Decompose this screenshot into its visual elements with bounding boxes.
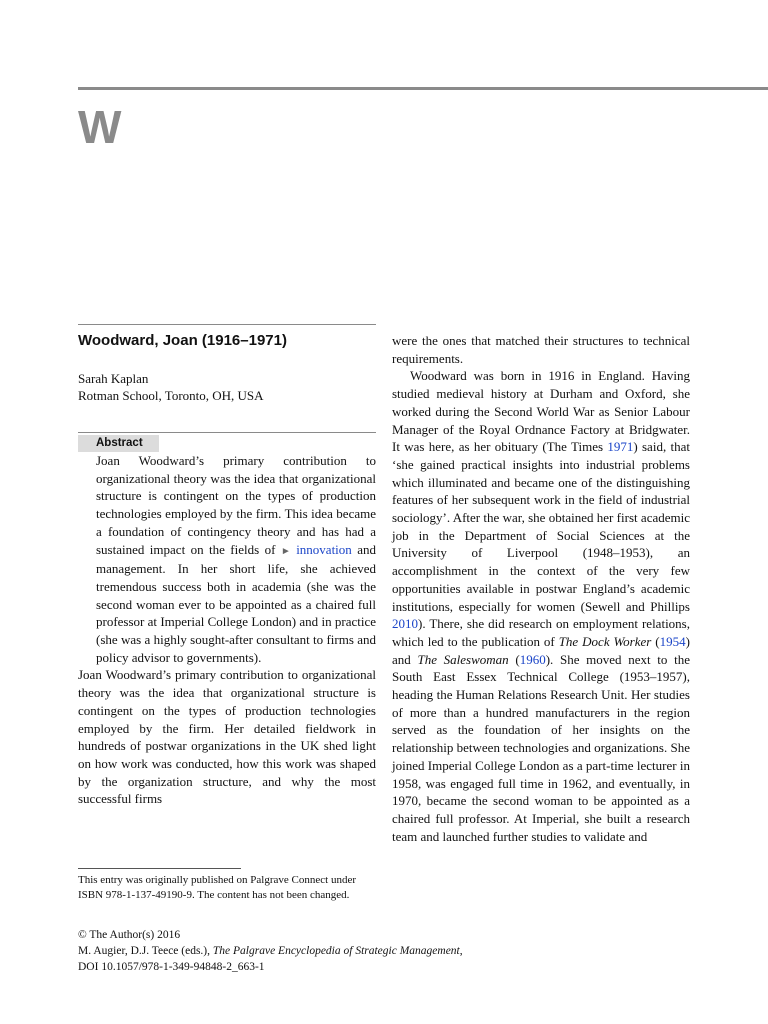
author-name: Sarah Kaplan: [78, 371, 149, 386]
footnote: This entry was originally published on Palgrave Connect under ISBN 978-1-137-49190-9. The content has not been changed.: [78, 874, 356, 901]
body-paragraph-1: Joan Woodward’s primary contribution to organizational theory was the idea that organizational structure is contingent on the types of production technologies employed by the firm. Her detailed fieldwork in hundreds of postwar organizations in the UK shed light on how work was conducted, how this work was shaped by the organization structure, and why the most successful firms: [78, 667, 376, 807]
copyright-line: © The Author(s) 2016: [78, 929, 181, 941]
entry-title: Woodward, Joan (1916–1971): [78, 332, 287, 349]
author-affiliation: Rotman School, Toronto, OH, USA: [78, 388, 264, 403]
book-title-saleswoman: The Saleswoman: [417, 651, 509, 667]
citation-link-2010[interactable]: 2010: [392, 616, 418, 632]
innovation-link[interactable]: innovation: [296, 541, 352, 557]
header-rule: [78, 87, 768, 90]
copyright-block: [78, 927, 718, 975]
doi-line: DOI 10.1057/978-1-349-94848-2_663-1: [78, 961, 265, 973]
title-rule: [78, 324, 376, 325]
right-column: [392, 332, 690, 845]
footnote-rule: [78, 868, 241, 869]
abstract-label: Abstract: [78, 435, 159, 452]
citation-link-1954[interactable]: 1954: [659, 633, 686, 649]
link-arrow-icon: ►: [280, 545, 291, 557]
section-letter: W: [78, 101, 121, 153]
body-paragraph-2: Woodward was born in 1916 in England. Having studied medieval history at Durham and Oxford, she worked during the Second World War as Senior Labour Manager of the Royal Ordnance Factory at Bridgwater. It was here, as her obituary (The Times 1971) said, that ‘she gained practical insights into industrial problems which illuminated and became one of the distinguishing features of her subsequent work in the field of industrial sociology’. After the war, she obtained her first academic job in the Department of Social Sciences at the University of Liverpool (1948–1953), an accomplishment in the context of the very few opportunities available in postwar England’s academic institutions, especially for women (Sewell and Phillips 2010). There, she did research on employment relations, which led to the publication of The Dock Worker (1954) and The Saleswoman (1960). She moved next to the South East Essex Technical College (1953–1957), heading the Human Relations Research Unit. Her studies of more than a hundred manufacturers in the region served as the foundation of her insights on the relationship between technologies and organizations. She joined Imperial College London as a part-time lecturer in 1958, was engaged full time in 1962, and eventually, in 1970, became the second woman to be appointed as a chaired full professor. At Imperial, she built a research team and launched further studies to validate and: [392, 368, 690, 844]
book-title-encyclopedia: The Palgrave Encyclopedia of Strategic Management: [212, 945, 460, 957]
citation-link-1960[interactable]: 1960: [519, 651, 546, 667]
body-paragraph-1-continued: were the ones that matched their structures to technical requirements.: [392, 333, 690, 366]
citation-line: M. Augier, D.J. Teece (eds.), The Palgrave Encyclopedia of Strategic Management,: [78, 945, 463, 957]
book-title-dock-worker: The Dock Worker: [558, 633, 652, 649]
author-block: [78, 370, 376, 404]
abstract-text: Joan Woodward’s primary contribution to organizational theory was the idea that organizational structure is contingent on the types of production technologies employed by the firm. This idea became a foundation of contingency theory and has had a sustained impact on the fields of ► innovation and management. In her short life, she achieved tremendous success both in academia (she was the second woman ever to be appointed as a chaired full professor at Imperial College London) and in practice (she was a highly sought-after consultant to firms and policy advisor to governments).: [96, 453, 376, 665]
abstract-rule: [78, 432, 376, 433]
left-column: [78, 324, 376, 808]
citation-link-1971[interactable]: 1971: [607, 439, 634, 455]
